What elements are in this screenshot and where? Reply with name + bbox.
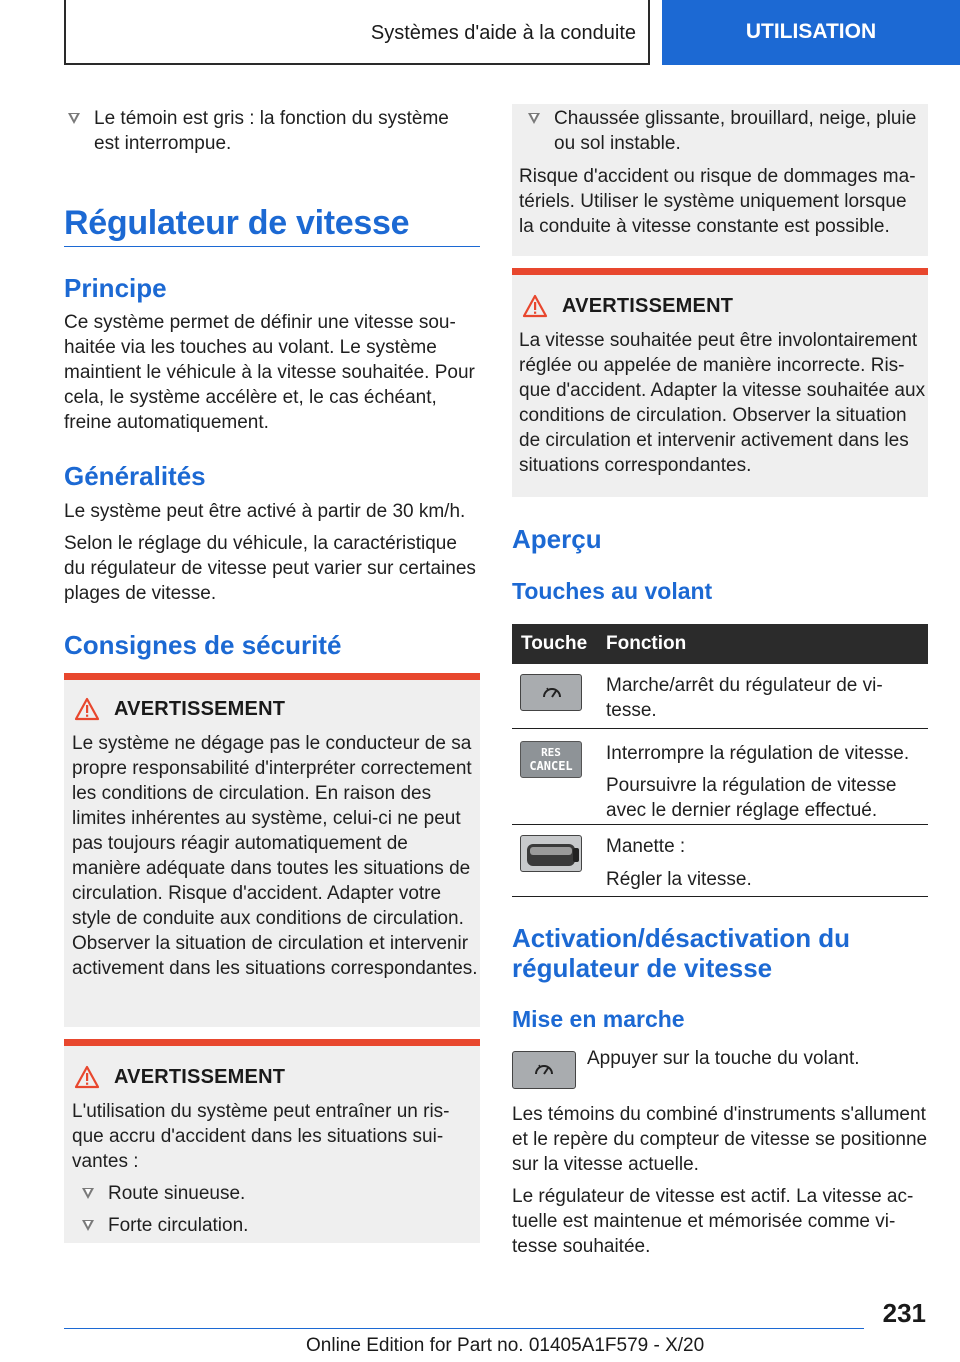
warning-bar	[64, 673, 480, 680]
intro-bullet-text: Le témoin est gris : la fonction du système est interrompue.	[94, 108, 449, 154]
warning-label: AVERTISSEMENT	[562, 294, 734, 317]
list-item-text: Chaussée glissante, brouillard, neige, pluie ou sol instable.	[554, 108, 917, 154]
activation-heading: Activation/désactivation du régulateur de vitesse	[512, 923, 851, 983]
column-header-fonction: Fonction	[606, 633, 687, 654]
principe-text: Ce système permet de définir une vitesse souhaitée via les touches au volant. Le système maintient le véhicule à la vitesse souhaitée. Pour cela, le système accélère et, le cas échéant, freine automatiquement.	[64, 312, 475, 433]
warning-header	[74, 697, 285, 721]
column-header-touche: Touche	[521, 633, 588, 654]
cruise-control-icon	[513, 1052, 575, 1089]
list-item	[78, 1181, 458, 1206]
table-row	[512, 825, 928, 897]
mise-button-text: Appuyer sur la touche du volant.	[587, 1048, 860, 1069]
page-number: 231	[882, 1298, 926, 1328]
header-underline	[64, 63, 650, 65]
table-row	[512, 729, 928, 825]
edition-footer: Online Edition for Part no. 01405A1F579 - X/20	[306, 1335, 705, 1356]
cruise-control-button-image	[520, 674, 582, 711]
warning-triangle-icon	[522, 294, 548, 318]
mise-en-marche-heading: Mise en marche	[512, 1006, 685, 1032]
chapter-title: Systèmes d'aide à la conduite	[370, 22, 636, 44]
principe-heading: Principe	[64, 273, 167, 303]
touches-heading: Touches au volant	[512, 578, 713, 604]
section-tab	[662, 0, 960, 65]
generalites-p2: Selon le réglage du véhicule, la caractéristique du régulateur de vitesse peut varier sur certaines plages de vitesse.	[64, 533, 476, 604]
buttons-table	[512, 624, 928, 897]
row-function-text-2: Régler la vitesse.	[606, 869, 752, 890]
table-row	[512, 664, 928, 729]
header-divider-mid	[648, 0, 650, 64]
cruise-control-button-image	[512, 1051, 576, 1089]
bullet-triangle-icon	[68, 113, 80, 124]
lever-icon	[521, 836, 583, 873]
warning-continuation-box	[512, 104, 928, 256]
row-function-text: Interrompre la régulation de vitesse.	[606, 743, 910, 764]
warning-text: La vitesse souhaitée peut être involontairement réglée ou appelée de manière incorrecte. Risque d'accident. Adapter la vitesse souhaitée aux conditions de circulation. Observer la situation de circulation et intervenir activement dans les situations correspondantes.	[519, 330, 926, 476]
section-tab-label: UTILISATION	[745, 20, 877, 43]
list-item-text: Forte circulation.	[108, 1215, 249, 1236]
bullet-triangle-icon	[82, 1188, 94, 1199]
list-item-text: Route sinueuse.	[108, 1183, 246, 1204]
list-item	[78, 1213, 458, 1238]
warning-text: Le système ne dégage pas le conducteur de sa propre responsabilité d'interpréter correctement les conditions de circulation. En raison des limites inhérentes au système, celui-ci ne peut pas toujours réagir automatiquement de manière adéquate dans toutes les situations de circulation. Risque d'accident. Adapter votre style de conduite aux conditions de circulation. Observer la situation de circulation et intervenir activement dans les situations correspondantes.	[72, 733, 478, 979]
page-title: Régulateur de vitesse	[64, 204, 410, 242]
table-header	[512, 624, 928, 664]
bullet-triangle-icon	[528, 113, 540, 124]
mise-p2: Le régulateur de vitesse est actif. La vitesse actuelle est maintenue et mémorisée comme vitesse souhaitée.	[512, 1186, 914, 1257]
warning-continuation-text: Risque d'accident ou risque de dommages matériels. Utiliser le système uniquement lorsque la conduite à vitesse constante est possible.	[519, 166, 916, 237]
consignes-heading: Consignes de sécurité	[64, 630, 342, 660]
row-function-text: Manette :	[606, 836, 686, 857]
warning-text: L'utilisation du système peut entraîner un risque accru d'accident dans les situations suivantes :	[72, 1101, 450, 1172]
speed-lever-image	[520, 835, 582, 872]
intro-bullet	[64, 106, 474, 156]
cancel-label: CANCEL	[529, 759, 573, 773]
warning-bar	[64, 1039, 480, 1046]
row-function-text: Marche/arrêt du régulateur de vitesse.	[606, 675, 883, 721]
res-cancel-button-image	[520, 741, 582, 778]
generalites-p1: Le système peut être activé à partir de 30 km/h.	[64, 501, 466, 522]
title-rule	[64, 246, 480, 247]
warning-triangle-icon	[74, 1065, 100, 1089]
warning-box-2	[64, 1039, 480, 1243]
cruise-control-icon	[521, 675, 583, 712]
generalites-heading: Généralités	[64, 461, 206, 491]
warning-triangle-icon	[74, 697, 100, 721]
warning-header	[522, 294, 733, 318]
mise-p1: Les témoins du combiné d'instruments s'allument et le repère du compteur de vitesse se positionne sur la vitesse actuelle.	[512, 1104, 928, 1175]
warning-label: AVERTISSEMENT	[114, 697, 286, 720]
warning-bar	[512, 268, 928, 275]
apercu-heading: Aperçu	[512, 524, 602, 554]
warning-box-3	[512, 268, 928, 497]
bullet-triangle-icon	[82, 1220, 94, 1231]
warning-label: AVERTISSEMENT	[114, 1065, 286, 1088]
res-label: RES	[541, 746, 561, 759]
row-function-text-2: Poursuivre la régulation de vitesse avec le dernier réglage effectué.	[606, 775, 897, 821]
footer-rule	[64, 1328, 864, 1329]
list-item	[524, 106, 924, 156]
warning-header	[74, 1065, 285, 1089]
warning-box-1	[64, 673, 480, 1027]
